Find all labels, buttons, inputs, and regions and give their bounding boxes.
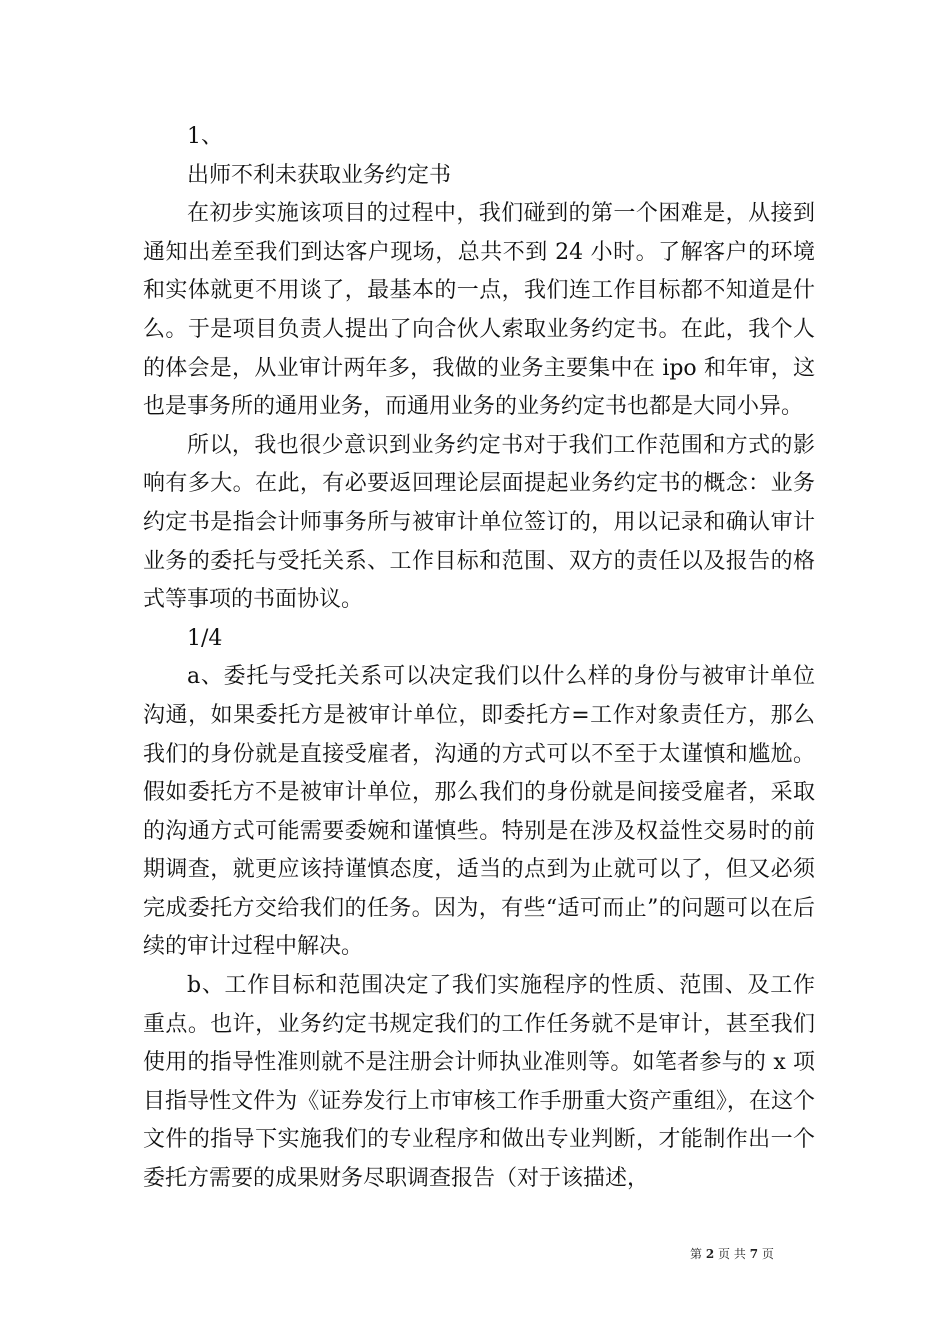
paragraph: 所以，我也很少意识到业务约定书对于我们工作范围和方式的影响有多大。在此，有必要返回理论层面提起业务约定书的概念：业务约定书是指会计师事务所与被审计单位签订的，用以记录和确认审计业务的委托与受托关系、工作目标和范围、双方的责任以及报告的格式等事项的书面协议。 [143, 432, 815, 613]
inline-page-marker: 1/4 [187, 625, 223, 651]
paragraph: 在初步实施该项目的过程中，我们碰到的第一个困难是，从接到通知出差至我们到达客户现场，总共不到 24 小时。了解客户的环境和实体就更不用谈了，最基本的一点，我们连工作目标都不知道是什么。于是项目负责人提出了向合伙人索取业务约定书。在此，我个人的体会是，从业审计两年多，我做的业务主要集中在 ipo 和年审，这也是事务所的通用业务，而通用业务的业务约定书也都是大同小异。 [143, 201, 815, 420]
footer-total-pages: 7 [749, 1247, 759, 1261]
paragraph: a、委托与受托关系可以决定我们以什么样的身份与被审计单位沟通，如果委托方是被审计单位，即委托方=工作对象责任方，那么我们的身份就是直接受雇者，沟通的方式可以不至于太谨慎和尴尬。假如委托方不是被审计单位，那么我们的身份就是间接受雇者，采取的沟通方式可能需要委婉和谨慎些。特别是在涉及权益性交易时的前期调查，就更应该持谨慎态度，适当的点到为止就可以了，但又必须完成委托方交给我们的任务。因为，有些“适可而止”的问题可以在后续的审计过程中解决。 [143, 664, 815, 960]
section-heading: 出师不利未获取业务约定书 [187, 162, 452, 188]
paragraph-number: 1、 [187, 124, 223, 149]
paragraph: b、工作目标和范围决定了我们实施程序的性质、范围、及工作重点。也许，业务约定书规定我们的工作任务就不是审计，甚至我们使用的指导性准则就不是注册会计师执业准则等。如笔者参与的 x 项目指导性文件为《证券发行上市审核工作手册重大资产重组》，在这个文件的指导下实施我们的专业程序和做出专业判断，才能制作出一个委托方需要的成果财务尽职调查报告（对于该描述， [143, 973, 815, 1192]
document-body [143, 118, 815, 1199]
page-footer [690, 1245, 774, 1263]
footer-suffix: 页 [761, 1247, 774, 1261]
footer-middle: 页 共 [718, 1247, 746, 1261]
footer-prefix: 第 [690, 1247, 703, 1261]
footer-current-page: 2 [705, 1247, 715, 1261]
